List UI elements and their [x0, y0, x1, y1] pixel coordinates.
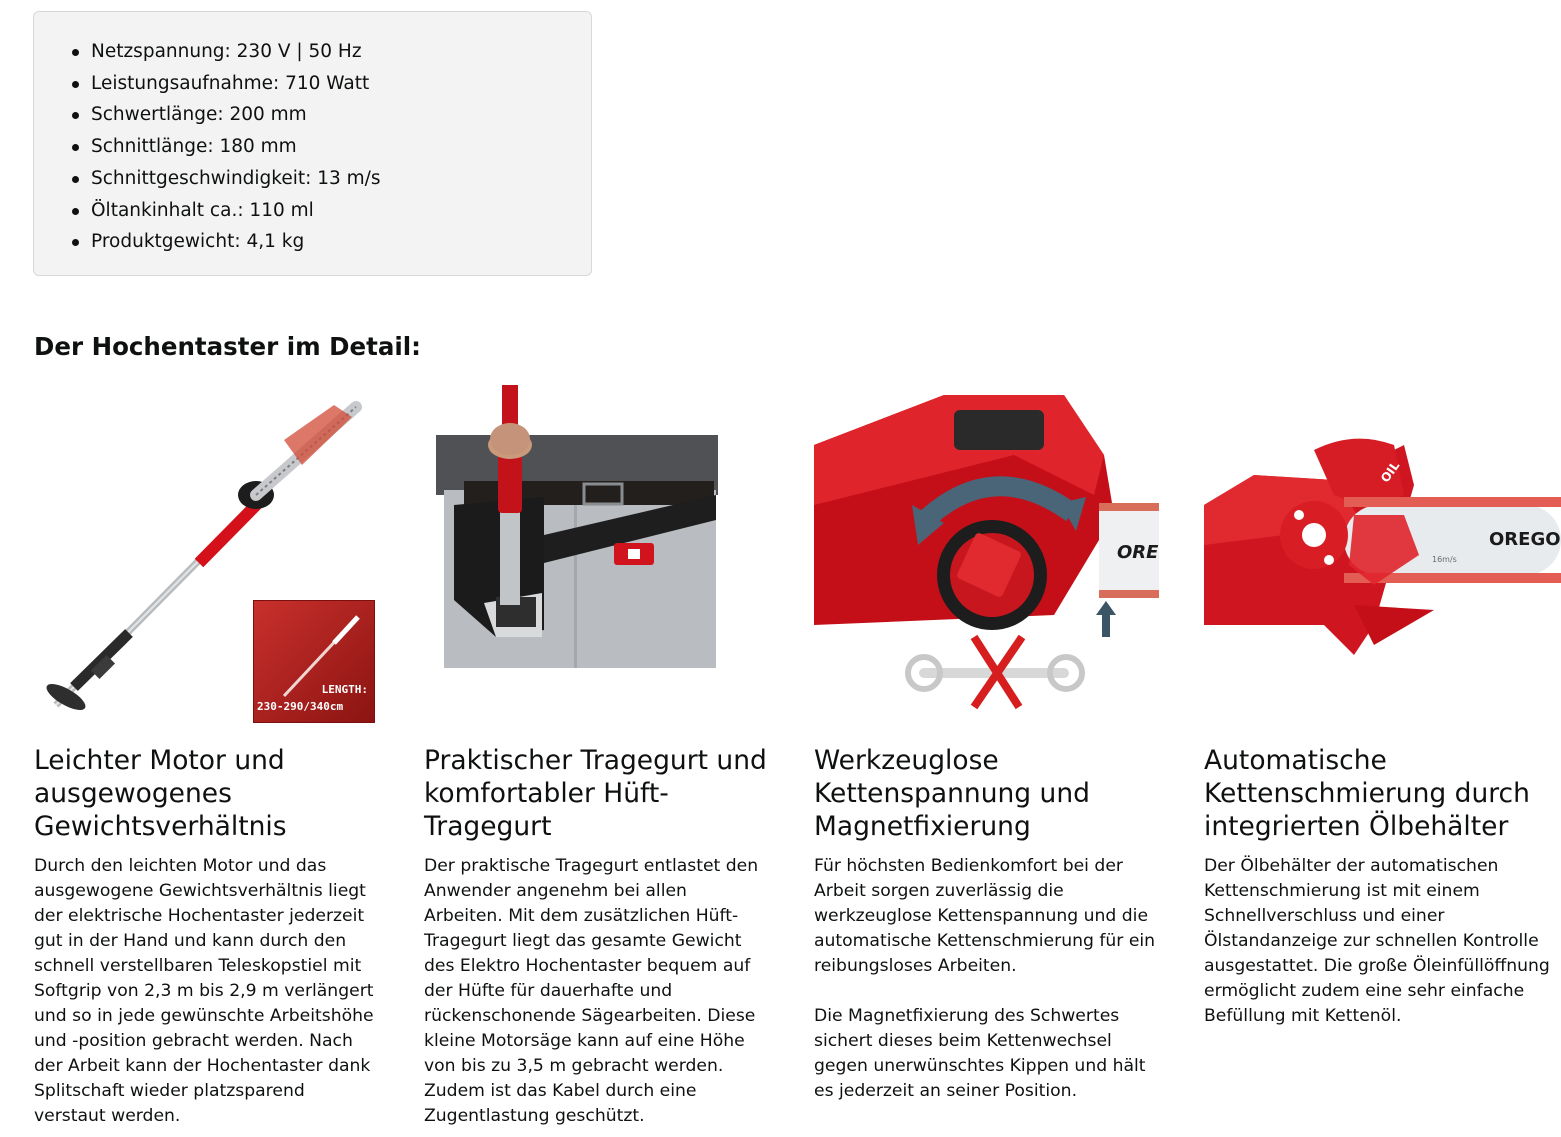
oil-cap-label: OIL [1378, 458, 1403, 486]
feature-module-motor [34, 385, 379, 1129]
specs-box [33, 11, 592, 276]
feature-description: Für höchsten Bedienkomfort bei der Arbeit sorgen zuverlässig die werkzeuglose Kettenspannung und die automatische Kettenschmierung für ein reibungsloses Arbeiten. [814, 856, 1156, 976]
spec-item-power: Leistungsaufnahme: 710 Watt [91, 68, 591, 100]
spec-item-oil-tank: Öltankinhalt ca.: 110 ml [91, 195, 591, 227]
feature-title: Werkzeuglose Kettenspannung und Magnetfixierung [814, 745, 1090, 842]
feature-title: Leichter Motor und ausgewogenes Gewichtsverhältnis [34, 745, 287, 842]
spec-item-weight: Produktgewicht: 4,1 kg [91, 226, 591, 258]
bar-brand-text: ORE [1117, 542, 1159, 563]
bar-speed-text: 16m/s [1432, 555, 1457, 564]
spec-item-bar-length: Schwertlänge: 200 mm [91, 99, 591, 131]
carrying-belt-image [424, 385, 769, 730]
feature-description: Der praktische Tragegurt entlastet den Anwender angenehm bei allen Arbeiten. Mit dem zusätzlichen Hüft-Tragegurt liegt das gesamte Gewicht des Elektro Hochentaster bequem auf der Hüfte für dauerhafte und rückenschonende Sägearbeiten. Diese kleine Motorsäge kann auf eine Höhe von bis zu 3,5 m gebracht werden. Zudem ist das Kabel durch eine Zugentlastung geschützt. [424, 856, 759, 1126]
feature-title: Praktischer Tragegurt und komfortabler Hüft-Tragegurt [424, 745, 767, 842]
feature-module-chain-tension [814, 385, 1159, 1104]
spec-item-voltage: Netzspannung: 230 V | 50 Hz [91, 36, 591, 68]
spec-item-cut-length: Schnittlänge: 180 mm [91, 131, 591, 163]
feature-title: Automatische Kettenschmierung durch integrierten Ölbehälter [1204, 745, 1530, 842]
chain-tension-image [814, 385, 1159, 730]
bar-brand-text: OREGO [1489, 529, 1561, 550]
spec-item-chain-speed: Schnittgeschwindigkeit: 13 m/s [91, 163, 591, 195]
section-heading: Der Hochentaster im Detail: [34, 332, 421, 361]
length-badge [254, 601, 374, 722]
length-badge-value: 230-290/340cm [257, 700, 344, 713]
specs-list [34, 12, 591, 258]
chain-lubrication-image [1204, 385, 1561, 730]
feature-description: Durch den leichten Motor und das ausgewogene Gewichtsverhältnis liegt der elektrische Hochentaster jederzeit gut in der Hand und kann durch den schnell verstellbaren Teleskopstiel mit Softgrip von 2,3 m bis 2,9 m verlängert und so in jede gewünschte Arbeitshöhe und -position gebracht werden. Nach der Arbeit kann der Hochentaster dank Splitschaft wieder platzsparend verstaut werden. [34, 856, 374, 1126]
feature-description: Der Ölbehälter der automatischen Kettenschmierung ist mit einem Schnellverschluss und einer Ölstandanzeige zur schnellen Kontrolle ausgestattet. Die große Öleinfüllöffnung ermöglicht zudem eine sehr einfache Befüllung mit Kettenöl. [1204, 856, 1550, 1026]
length-badge-label: LENGTH: [321, 683, 368, 696]
feature-description-2: Die Magnetfixierung des Schwertes sichert dieses beim Kettenwechsel gegen unerwünschtes Kippen und hält es jederzeit an seiner Position. [814, 1006, 1146, 1101]
feature-module-belt [424, 385, 769, 1129]
feature-module-oil [1204, 385, 1561, 1029]
pole-saw-image [34, 385, 379, 730]
